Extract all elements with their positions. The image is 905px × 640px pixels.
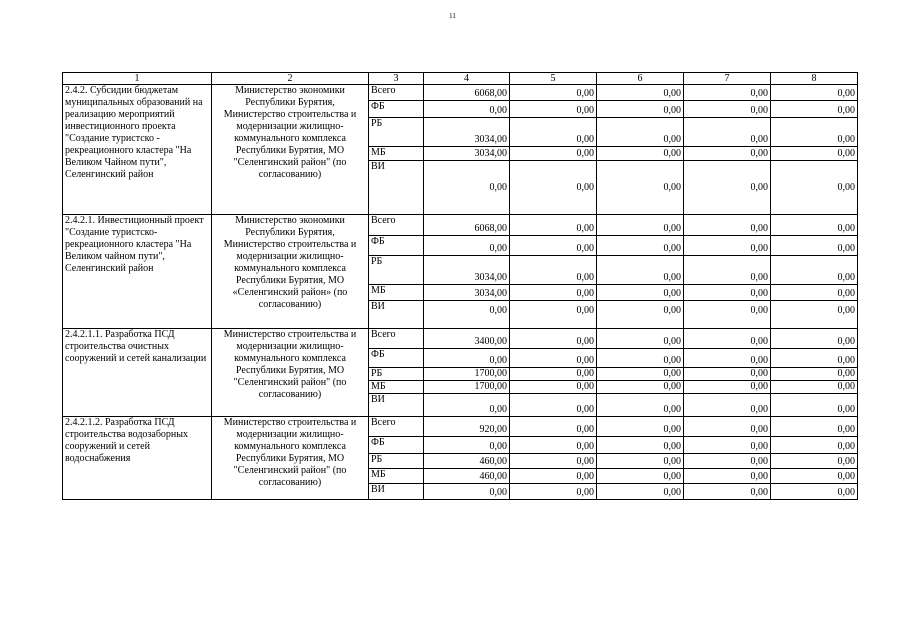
value-cell: 920,00 [424,417,510,437]
value-cell: 0,00 [771,215,858,236]
value-cell: 0,00 [597,236,684,256]
value-cell: 3400,00 [424,329,510,349]
value-cell: 0,00 [771,381,858,394]
value-cell: 0,00 [771,161,858,215]
value-cell: 0,00 [684,329,771,349]
executor-cell: Министерство экономики Республики Бурятия, Министерство строительства и модернизации жилищно-коммунального комплекса Республики Бурятия, МО «Селенгинский район» (по согласованию) [212,215,369,329]
value-cell: 0,00 [597,394,684,417]
executor-cell: Министерство строительства и модернизации жилищно-коммунального комплекса Республики Бурятия, МО "Селенгинский район" (по согласованию) [212,417,369,500]
source-cell: РБ [369,118,424,147]
value-cell: 0,00 [771,368,858,381]
header-row [63,73,858,85]
value-cell: 0,00 [597,437,684,454]
value-cell: 0,00 [510,101,597,118]
value-cell: 0,00 [771,147,858,161]
source-cell: ВИ [369,161,424,215]
value-cell: 0,00 [597,101,684,118]
value-cell: 0,00 [684,437,771,454]
value-cell: 0,00 [510,437,597,454]
budget-table-body [63,73,858,500]
budget-table [62,72,858,500]
header-cell: 7 [684,73,771,85]
value-cell: 0,00 [510,368,597,381]
value-cell: 0,00 [771,394,858,417]
value-cell: 1700,00 [424,368,510,381]
source-cell: ФБ [369,101,424,118]
value-cell: 0,00 [597,215,684,236]
value-cell: 0,00 [684,236,771,256]
value-cell: 0,00 [684,368,771,381]
value-cell: 0,00 [771,329,858,349]
value-cell: 0,00 [510,147,597,161]
value-cell: 0,00 [771,285,858,301]
value-cell: 0,00 [597,285,684,301]
page-number: 11 [449,12,456,20]
source-cell: РБ [369,256,424,285]
value-cell: 0,00 [510,394,597,417]
value-cell: 0,00 [424,437,510,454]
value-cell: 0,00 [771,454,858,469]
value-cell: 460,00 [424,469,510,484]
value-cell: 0,00 [684,469,771,484]
value-cell: 0,00 [510,349,597,368]
value-cell: 0,00 [424,101,510,118]
value-cell: 0,00 [510,215,597,236]
value-cell: 0,00 [597,329,684,349]
value-cell: 0,00 [424,394,510,417]
value-cell: 0,00 [771,349,858,368]
header-cell: 4 [424,73,510,85]
value-cell: 0,00 [684,85,771,101]
source-cell: Всего [369,417,424,437]
source-cell: Всего [369,329,424,349]
value-cell: 0,00 [684,301,771,329]
source-cell: Всего [369,85,424,101]
measure-name: 2.4.2.1.1. Разработка ПСД строительства очистных сооружений и сетей канализации [63,329,212,417]
value-cell: 1700,00 [424,381,510,394]
value-cell: 0,00 [424,301,510,329]
value-cell: 0,00 [684,256,771,285]
value-cell: 0,00 [684,381,771,394]
value-cell: 0,00 [684,417,771,437]
source-cell: ВИ [369,484,424,500]
value-cell: 0,00 [597,301,684,329]
source-cell: ВИ [369,394,424,417]
header-cell: 8 [771,73,858,85]
value-cell: 0,00 [771,469,858,484]
value-cell: 0,00 [510,301,597,329]
value-cell: 0,00 [510,85,597,101]
value-cell: 0,00 [424,161,510,215]
executor-cell: Министерство экономики Республики Бурятия, Министерство строительства и модернизации жилищно-коммунального комплекса Республики Бурятия, МО "Селенгинский район" (по согласованию) [212,85,369,215]
value-cell: 3034,00 [424,285,510,301]
table-row [63,85,858,101]
value-cell: 0,00 [597,469,684,484]
value-cell: 0,00 [424,484,510,500]
value-cell: 460,00 [424,454,510,469]
value-cell: 0,00 [424,236,510,256]
value-cell: 0,00 [771,437,858,454]
header-cell: 5 [510,73,597,85]
value-cell: 0,00 [684,118,771,147]
value-cell: 0,00 [771,101,858,118]
table-row [63,215,858,236]
source-cell: ВИ [369,301,424,329]
value-cell: 6068,00 [424,85,510,101]
measure-name: 2.4.2.1. Инвестиционный проект "Создание туристско-рекреационного кластера "На Великом чайном пути", Селенгинский район [63,215,212,329]
source-cell: ФБ [369,349,424,368]
source-cell: РБ [369,368,424,381]
value-cell: 0,00 [597,484,684,500]
value-cell: 0,00 [510,417,597,437]
value-cell: 0,00 [684,484,771,500]
value-cell: 0,00 [684,349,771,368]
executor-cell: Министерство строительства и модернизации жилищно-коммунального комплекса Республики Бурятия, МО "Селенгинский район" (по согласованию) [212,329,369,417]
value-cell: 0,00 [771,417,858,437]
value-cell: 0,00 [510,118,597,147]
value-cell: 0,00 [771,301,858,329]
value-cell: 0,00 [597,147,684,161]
source-cell: РБ [369,454,424,469]
source-cell: МБ [369,147,424,161]
value-cell: 0,00 [684,285,771,301]
value-cell: 0,00 [510,454,597,469]
value-cell: 0,00 [510,381,597,394]
value-cell: 0,00 [771,85,858,101]
value-cell: 0,00 [684,215,771,236]
source-cell: МБ [369,381,424,394]
header-cell: 6 [597,73,684,85]
source-cell: Всего [369,215,424,236]
value-cell: 0,00 [684,394,771,417]
value-cell: 0,00 [510,329,597,349]
value-cell: 6068,00 [424,215,510,236]
value-cell: 3034,00 [424,118,510,147]
value-cell: 0,00 [510,256,597,285]
value-cell: 3034,00 [424,256,510,285]
value-cell: 0,00 [597,118,684,147]
value-cell: 0,00 [510,285,597,301]
value-cell: 0,00 [597,161,684,215]
value-cell: 0,00 [771,256,858,285]
value-cell: 0,00 [597,349,684,368]
value-cell: 0,00 [510,161,597,215]
value-cell: 0,00 [424,349,510,368]
value-cell: 0,00 [684,454,771,469]
source-cell: МБ [369,285,424,301]
header-cell: 3 [369,73,424,85]
value-cell: 0,00 [510,484,597,500]
value-cell: 0,00 [684,147,771,161]
value-cell: 3034,00 [424,147,510,161]
value-cell: 0,00 [597,256,684,285]
value-cell: 0,00 [510,236,597,256]
value-cell: 0,00 [771,236,858,256]
source-cell: ФБ [369,437,424,454]
header-cell: 1 [63,73,212,85]
source-cell: МБ [369,469,424,484]
value-cell: 0,00 [510,469,597,484]
measure-name: 2.4.2.1.2. Разработка ПСД строительства водозаборных сооружений и сетей водоснабжения [63,417,212,500]
source-cell: ФБ [369,236,424,256]
value-cell: 0,00 [597,85,684,101]
table-row [63,329,858,349]
value-cell: 0,00 [684,161,771,215]
measure-name: 2.4.2. Субсидии бюджетам муниципальных образований на реализацию мероприятий инвестиционного проекта "Создание туристско - рекреационного кластера "На Великом Чайном пути", Селенгинский район [63,85,212,215]
value-cell: 0,00 [597,368,684,381]
value-cell: 0,00 [771,118,858,147]
value-cell: 0,00 [684,101,771,118]
table-row [63,417,858,437]
value-cell: 0,00 [597,454,684,469]
header-cell: 2 [212,73,369,85]
value-cell: 0,00 [597,417,684,437]
value-cell: 0,00 [771,484,858,500]
value-cell: 0,00 [597,381,684,394]
